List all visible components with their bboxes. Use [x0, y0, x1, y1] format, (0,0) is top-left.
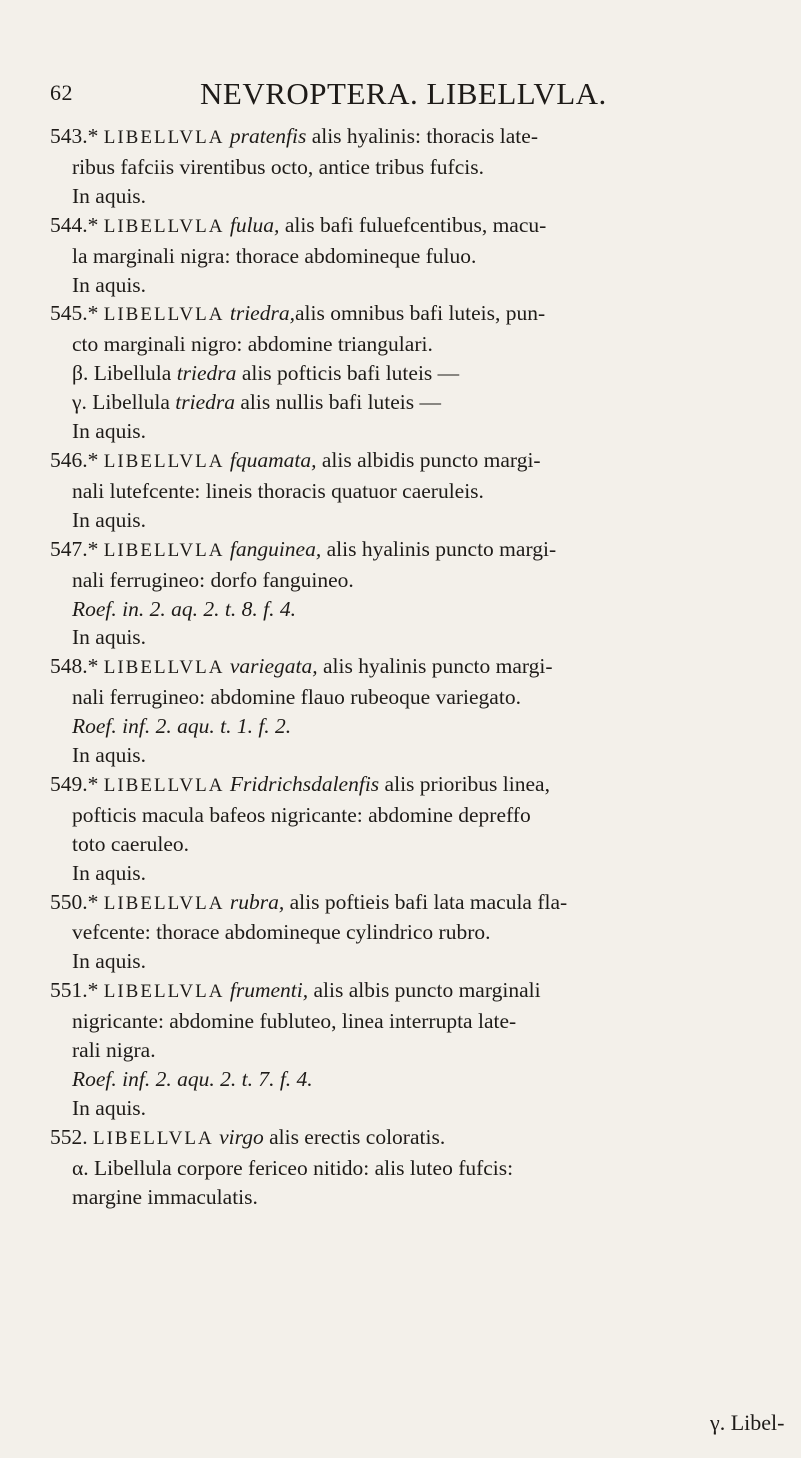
- entry-552: 552. LIBELLVLA virgo alis erectis coloratis. α. Libellula corpore ferіceo nitido: alis luteo fufcis: margine immaculatis.: [50, 1124, 514, 1209]
- entry-543: 543.* LIBELLVLA pratenfis alis hyalinis: thoracis late- ribus fafciis virentibus octo, antice tribus fufcis. In aquis.: [50, 124, 538, 208]
- entry-545: 545.* LIBELLVLA triedra,alis omnibus bafi luteis, pun- cto marginali nigro: abdomine triangulari. β. Libellula triedra alis pofticis bafi luteis — γ. Libellula triedra alis nullis bafi luteis — In aquis.: [50, 301, 546, 444]
- entry-549: 549.* LIBELLVLA Fridrichsdalenfis alis prioribus linea, pofticis macula bafeos nigricante: abdomine depreffo toto caeruleo. In aquis.: [50, 771, 550, 885]
- page-header: [50, 76, 761, 116]
- page-body: [50, 122, 770, 1212]
- entry-550: 550.* LIBELLVLA rubra, alis poftieis bafi lata macula fla- vefcente: thorace abdomineque cylindrico rubro. In aquis.: [50, 889, 568, 974]
- entry-547: 547.* LIBELLVLA fanguinea, alis hyalinis puncto margi- nali ferrugineo: dorfo fanguineo. Roef. in. 2. aq. 2. t. 8. f. 4. In aquis.: [50, 536, 557, 650]
- page-number: 62: [50, 80, 73, 105]
- entry-544: 544.* LIBELLVLA fulua, alis bafi fuluefcentibus, macu- la marginali nigra: thorace abdomineque fuluo. In aquis.: [50, 212, 547, 297]
- catchword: γ. Libel-: [710, 1410, 785, 1435]
- entry-546: 546.* LIBELLVLA fquamata, alis albidis puncto margi- nali lutefcente: lineis thoracis quatuor caeruleis. In aquis.: [50, 447, 541, 532]
- entry-551: 551.* LIBELLVLA frumenti, alis albis puncto marginali nigricante: abdomine fubluteo, linea interrupta late- rali nigra. Roef. inf. 2. aqu. 2. t. 7. f. 4. In aquis.: [50, 978, 541, 1120]
- running-title: NEVROPTERA. LIBELLVLA.: [200, 76, 607, 111]
- entry-548: 548.* LIBELLVLA variegata, alis hyalinis puncto margi- nali ferrugineo: abdomine flauo rubeoque variegato. Roef. inf. 2. aqu. t. 1. f. 2. In aquis.: [50, 654, 553, 768]
